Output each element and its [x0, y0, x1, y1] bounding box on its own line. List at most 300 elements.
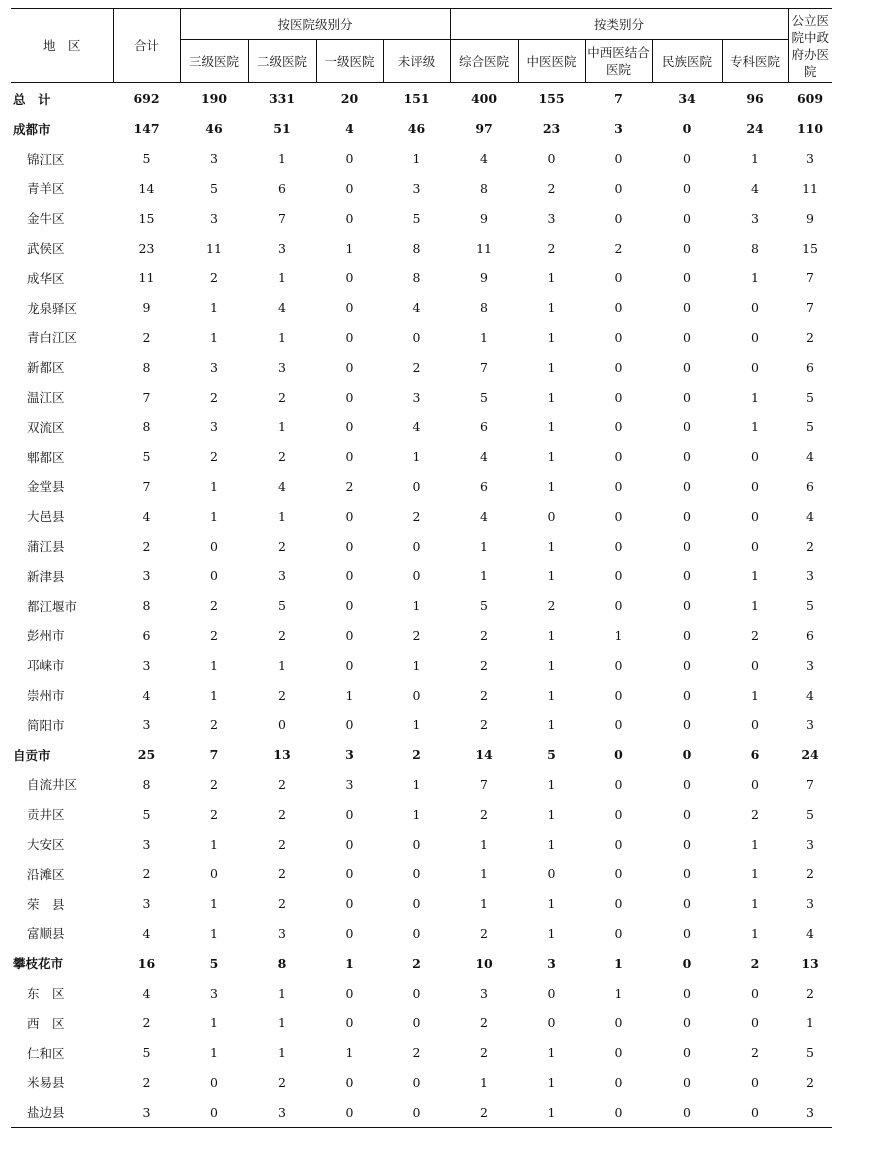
cell-value: 0 [614, 180, 623, 196]
cell-value: 110 [796, 121, 824, 137]
cell-value: 7 [614, 91, 623, 106]
cell-value: 16 [137, 955, 156, 971]
header-level-unrated: 未评级 [383, 40, 450, 83]
region-name: 都江堰市 [27, 598, 78, 614]
cell-value: 0 [547, 866, 556, 882]
cell-value: 0 [614, 1074, 623, 1090]
header-type-tcm: 中医医院 [518, 40, 585, 83]
cell-value: 0 [345, 210, 354, 226]
cell-value: 1 [547, 359, 556, 375]
cell-value: 4 [412, 419, 421, 435]
cell-value: 1 [614, 955, 623, 971]
cell-value: 3 [278, 240, 286, 256]
table-row [11, 412, 832, 442]
cell-value: 4 [278, 478, 286, 494]
cell-value: 2 [345, 478, 354, 494]
cell-value: 2 [210, 270, 218, 286]
cell-value: 3 [788, 1097, 832, 1127]
cell-value: 1 [345, 687, 354, 703]
cell-value: 1 [547, 896, 556, 912]
cell-value: 0 [683, 419, 691, 435]
cell-value: 0 [345, 1015, 354, 1031]
cell-value: 2 [210, 389, 218, 405]
cell-value: 2 [210, 449, 218, 465]
cell-value: 1 [547, 300, 556, 316]
region-name: 攀枝花市 [13, 956, 64, 972]
cell-value: 1 [412, 598, 421, 614]
cell-value: 0 [614, 896, 623, 912]
table-row [11, 83, 832, 115]
cell-value: 1 [480, 568, 488, 584]
cell-value: 1 [751, 151, 759, 167]
table-row [11, 442, 832, 472]
header-public: 公立医院中政府办医院 [788, 9, 832, 83]
cell-value: 1 [547, 329, 556, 345]
cell-value: 0 [412, 866, 421, 882]
cell-value: 0 [383, 1097, 450, 1127]
cell-value: 0 [683, 985, 691, 1001]
cell-value: 9 [480, 210, 488, 226]
cell-value: 0 [751, 1015, 759, 1031]
cell-value: 3 [345, 776, 354, 792]
cell-value: 692 [133, 91, 160, 106]
table-row [11, 650, 832, 680]
cell-value: 1 [547, 568, 556, 584]
cell-value: 7 [142, 389, 151, 405]
table-row [11, 1068, 832, 1098]
region-name: 邛崃市 [27, 658, 65, 674]
cell-value: 1 [547, 478, 556, 494]
cell-value: 2 [278, 1074, 286, 1090]
cell-value: 0 [614, 657, 623, 673]
cell-value: 331 [268, 91, 296, 106]
cell-value: 2 [278, 627, 286, 643]
cell-value: 0 [412, 1074, 421, 1090]
cell-value: 3 [142, 657, 151, 673]
cell-value: 0 [614, 776, 623, 792]
cell-value: 0 [683, 925, 691, 941]
region-name: 大安区 [27, 837, 65, 853]
region-name: 贡井区 [27, 807, 65, 823]
cell-value: 0 [683, 180, 691, 196]
cell-value: 0 [682, 121, 692, 137]
cell-value: 155 [538, 91, 565, 106]
cell-value: 2 [210, 776, 218, 792]
cell-value: 190 [200, 91, 228, 106]
table-row [11, 293, 832, 323]
table-row [11, 859, 832, 889]
cell-value: 2 [480, 687, 488, 703]
table-row [11, 1038, 832, 1068]
hospital-statistics-table [11, 8, 832, 1128]
header-type-specialty: 专科医院 [722, 40, 788, 83]
region-name: 成华区 [27, 270, 65, 286]
cell-value: 0 [345, 538, 354, 554]
cell-value: 1 [751, 866, 759, 882]
table-row [11, 561, 832, 591]
cell-value: 2 [278, 776, 286, 792]
cell-value: 1 [345, 1045, 354, 1061]
header-type-ethnic: 民族医院 [652, 40, 722, 83]
cell-value: 2 [547, 598, 556, 614]
cell-value: 1 [751, 270, 759, 286]
cell-value: 2 [142, 329, 151, 345]
cell-value: 151 [403, 91, 430, 106]
cell-value: 0 [683, 478, 691, 494]
cell-value: 0 [683, 240, 691, 256]
cell-value: 3 [412, 389, 421, 405]
cell-value: 0 [614, 747, 623, 763]
cell-value: 6 [480, 478, 488, 494]
table-row [11, 1097, 832, 1127]
cell-value: 1 [547, 419, 556, 435]
cell-value: 2 [210, 717, 218, 733]
region-name: 双流区 [27, 419, 65, 435]
cell-value: 8 [142, 419, 151, 435]
cell-value: 4 [806, 687, 814, 703]
table-row [11, 621, 832, 651]
cell-value: 0 [345, 598, 354, 614]
cell-value: 2 [210, 627, 218, 643]
cell-value: 3 [547, 210, 556, 226]
cell-value: 0 [614, 270, 623, 286]
cell-value: 0 [683, 329, 691, 345]
cell-value: 1 [547, 836, 556, 852]
cell-value: 20 [340, 91, 359, 106]
cell-value: 2 [480, 925, 488, 941]
cell-value: 1 [480, 1074, 488, 1090]
cell-value: 8 [142, 359, 151, 375]
region-name: 东 区 [27, 986, 65, 1001]
cell-value: 1 [751, 598, 759, 614]
cell-value: 1 [806, 1015, 814, 1031]
cell-value: 1 [614, 627, 623, 643]
cell-value: 5 [142, 449, 151, 465]
cell-value: 1 [547, 1074, 556, 1090]
header-level-3: 三级医院 [180, 40, 248, 83]
table-row [11, 203, 832, 233]
cell-value: 0 [683, 896, 691, 912]
cell-value: 0 [751, 538, 759, 554]
cell-value: 0 [682, 747, 692, 763]
cell-value: 1 [210, 687, 218, 703]
cell-value: 1 [412, 717, 421, 733]
table-row [11, 472, 832, 502]
cell-value: 4 [480, 508, 488, 524]
cell-value: 2 [806, 985, 814, 1001]
cell-value: 2 [751, 806, 759, 822]
cell-value: 5 [142, 806, 151, 822]
cell-value: 0 [614, 508, 623, 524]
cell-value: 0 [683, 568, 691, 584]
cell-value: 7 [209, 747, 219, 763]
cell-value: 0 [683, 538, 691, 554]
region-name: 西 区 [27, 1015, 65, 1031]
cell-value: 0 [751, 1074, 759, 1090]
cell-value: 1 [751, 687, 759, 703]
cell-value: 3 [210, 419, 218, 435]
cell-value: 2 [751, 627, 759, 643]
cell-value: 1 [547, 657, 556, 673]
cell-value: 0 [751, 449, 759, 465]
cell-value: 7 [480, 359, 488, 375]
cell-value: 2 [480, 627, 488, 643]
cell-value: 0 [683, 1045, 691, 1061]
cell-value: 2 [480, 806, 488, 822]
cell-value: 3 [547, 955, 556, 971]
cell-value: 0 [345, 359, 354, 375]
region-name: 盐边县 [11, 1097, 113, 1127]
cell-value: 0 [683, 300, 691, 316]
cell-value: 1 [278, 657, 286, 673]
table-row [11, 233, 832, 263]
cell-value: 3 [480, 985, 488, 1001]
cell-value: 3 [806, 657, 814, 673]
cell-value: 0 [614, 598, 623, 614]
cell-value: 0 [614, 449, 623, 465]
cell-value: 0 [210, 568, 218, 584]
cell-value: 400 [470, 91, 498, 106]
table-row [11, 501, 832, 531]
region-name: 彭州市 [27, 628, 65, 644]
cell-value: 8 [142, 598, 151, 614]
cell-value: 0 [683, 1015, 691, 1031]
cell-value: 0 [412, 1015, 421, 1031]
cell-value: 13 [801, 955, 819, 971]
cell-value: 0 [278, 717, 286, 733]
cell-value: 0 [751, 717, 759, 733]
cell-value: 2 [142, 538, 151, 554]
cell-value: 4 [806, 925, 814, 941]
cell-value: 3 [248, 1097, 316, 1127]
cell-value: 0 [614, 359, 623, 375]
cell-value: 4 [412, 300, 421, 316]
cell-value: 1 [518, 1097, 585, 1127]
cell-value: 0 [316, 1097, 383, 1127]
cell-value: 5 [547, 747, 556, 763]
cell-value: 1 [480, 836, 488, 852]
region-name: 新津县 [27, 568, 65, 584]
cell-value: 11 [476, 240, 492, 256]
cell-value: 4 [278, 300, 286, 316]
cell-value: 609 [796, 91, 824, 106]
cell-value: 0 [345, 657, 354, 673]
region-name: 成都市 [13, 121, 51, 137]
cell-value: 8 [412, 240, 421, 256]
cell-value: 0 [751, 300, 759, 316]
cell-value: 5 [209, 955, 219, 971]
cell-value: 23 [138, 240, 155, 256]
cell-value: 3 [142, 896, 151, 912]
region-name: 龙泉驿区 [27, 300, 78, 316]
cell-value: 3 [412, 180, 421, 196]
cell-value: 0 [345, 836, 354, 852]
cell-value: 5 [806, 806, 814, 822]
cell-value: 0 [412, 538, 421, 554]
table-row [11, 263, 832, 293]
cell-value: 2 [142, 1015, 151, 1031]
region-name: 总 计 [13, 91, 51, 107]
cell-value: 5 [278, 598, 286, 614]
cell-value: 0 [614, 1015, 623, 1031]
cell-value: 6 [806, 359, 814, 375]
cell-value: 3 [806, 836, 814, 852]
cell-value: 0 [585, 1097, 652, 1127]
region-name: 金堂县 [27, 479, 65, 495]
cell-value: 2 [480, 1015, 488, 1031]
cell-value: 8 [412, 270, 421, 286]
cell-value: 23 [542, 121, 561, 137]
cell-value: 1 [278, 1015, 286, 1031]
cell-value: 46 [407, 121, 426, 137]
cell-value: 1 [547, 806, 556, 822]
cell-value: 0 [210, 538, 218, 554]
cell-value: 1 [751, 896, 759, 912]
cell-value: 0 [345, 329, 354, 345]
header-region: 地 区 [42, 38, 81, 53]
cell-value: 0 [682, 955, 692, 971]
cell-value: 2 [278, 687, 286, 703]
cell-value: 1 [547, 270, 556, 286]
cell-value: 1 [278, 985, 286, 1001]
cell-value: 2 [750, 955, 760, 971]
cell-value: 3 [210, 985, 218, 1001]
cell-value: 1 [547, 925, 556, 941]
cell-value: 6 [750, 747, 760, 763]
cell-value: 1 [751, 836, 759, 852]
cell-value: 3 [210, 359, 218, 375]
cell-value: 25 [137, 747, 156, 763]
cell-value: 6 [142, 627, 151, 643]
cell-value: 51 [273, 121, 291, 137]
cell-value: 8 [751, 240, 759, 256]
cell-value: 0 [345, 419, 354, 435]
cell-value: 1 [412, 151, 421, 167]
cell-value: 3 [345, 747, 354, 763]
cell-value: 1 [547, 776, 556, 792]
cell-value: 0 [345, 985, 354, 1001]
cell-value: 1 [210, 925, 218, 941]
cell-value: 0 [345, 627, 354, 643]
header-type-general: 综合医院 [450, 40, 518, 83]
region-name: 青白江区 [27, 330, 78, 346]
cell-value: 0 [345, 806, 354, 822]
cell-value: 24 [746, 121, 764, 137]
cell-value: 3 [278, 925, 286, 941]
cell-value: 1 [278, 1045, 286, 1061]
cell-value: 2 [751, 1045, 759, 1061]
cell-value: 0 [683, 866, 691, 882]
cell-value: 1 [547, 449, 556, 465]
table-row [11, 948, 832, 978]
cell-value: 3 [806, 717, 814, 733]
header-by-level: 按医院级别分 [180, 9, 450, 40]
cell-value: 9 [142, 300, 151, 316]
cell-value: 7 [806, 270, 814, 286]
cell-value: 2 [614, 240, 623, 256]
cell-value: 3 [278, 568, 286, 584]
region-name: 荣 县 [27, 896, 65, 912]
cell-value: 3 [278, 359, 286, 375]
cell-value: 13 [273, 747, 291, 763]
cell-value: 1 [751, 419, 759, 435]
cell-value: 1 [278, 151, 286, 167]
header-type-integrated: 中西医结合医院 [585, 40, 652, 83]
cell-value: 0 [345, 270, 354, 286]
cell-value: 6 [806, 627, 814, 643]
cell-value: 1 [278, 329, 286, 345]
cell-value: 0 [614, 568, 623, 584]
region-name: 郫都区 [27, 449, 65, 465]
cell-value: 1 [751, 925, 759, 941]
cell-value: 7 [806, 776, 814, 792]
cell-value: 0 [683, 627, 691, 643]
cell-value: 0 [412, 836, 421, 852]
cell-value: 8 [480, 300, 488, 316]
cell-value: 5 [210, 180, 218, 196]
cell-value: 4 [806, 508, 814, 524]
cell-value: 0 [614, 1045, 623, 1061]
region-name: 温江区 [27, 390, 65, 406]
cell-value: 1 [210, 836, 218, 852]
cell-value: 0 [345, 300, 354, 316]
cell-value: 5 [806, 389, 814, 405]
cell-value: 3 [806, 151, 814, 167]
cell-value: 0 [683, 806, 691, 822]
cell-value: 0 [751, 985, 759, 1001]
cell-value: 7 [142, 478, 151, 494]
cell-value: 0 [614, 538, 623, 554]
cell-value: 1 [412, 657, 421, 673]
cell-value: 0 [412, 985, 421, 1001]
cell-value: 147 [133, 121, 160, 137]
cell-value: 0 [614, 300, 623, 316]
table-row [11, 531, 832, 561]
table-row [11, 680, 832, 710]
table-row [11, 770, 832, 800]
cell-value: 1 [547, 687, 556, 703]
region-name: 简阳市 [27, 717, 65, 733]
table-row [11, 799, 832, 829]
cell-value: 8 [480, 180, 488, 196]
cell-value: 0 [683, 270, 691, 286]
cell-value: 0 [345, 896, 354, 912]
cell-value: 15 [138, 210, 155, 226]
table-row [11, 382, 832, 412]
cell-value: 1 [547, 717, 556, 733]
cell-value: 1 [210, 896, 218, 912]
cell-value: 2 [210, 806, 218, 822]
cell-value: 5 [806, 598, 814, 614]
cell-value: 3 [142, 836, 151, 852]
cell-value: 3 [142, 568, 151, 584]
cell-value: 1 [751, 389, 759, 405]
cell-value: 2 [806, 1074, 814, 1090]
region-name: 新都区 [27, 360, 65, 376]
cell-value: 3 [614, 121, 623, 137]
cell-value: 0 [412, 329, 421, 345]
region-name: 自流井区 [27, 777, 78, 793]
cell-value: 3 [806, 568, 814, 584]
cell-value: 2 [480, 1045, 488, 1061]
cell-value: 2 [278, 866, 286, 882]
cell-value: 11 [206, 240, 222, 256]
cell-value: 5 [806, 419, 814, 435]
cell-value: 1 [278, 419, 286, 435]
table-row [11, 889, 832, 919]
cell-value: 4 [345, 121, 354, 137]
region-name: 蒲江县 [27, 539, 65, 555]
